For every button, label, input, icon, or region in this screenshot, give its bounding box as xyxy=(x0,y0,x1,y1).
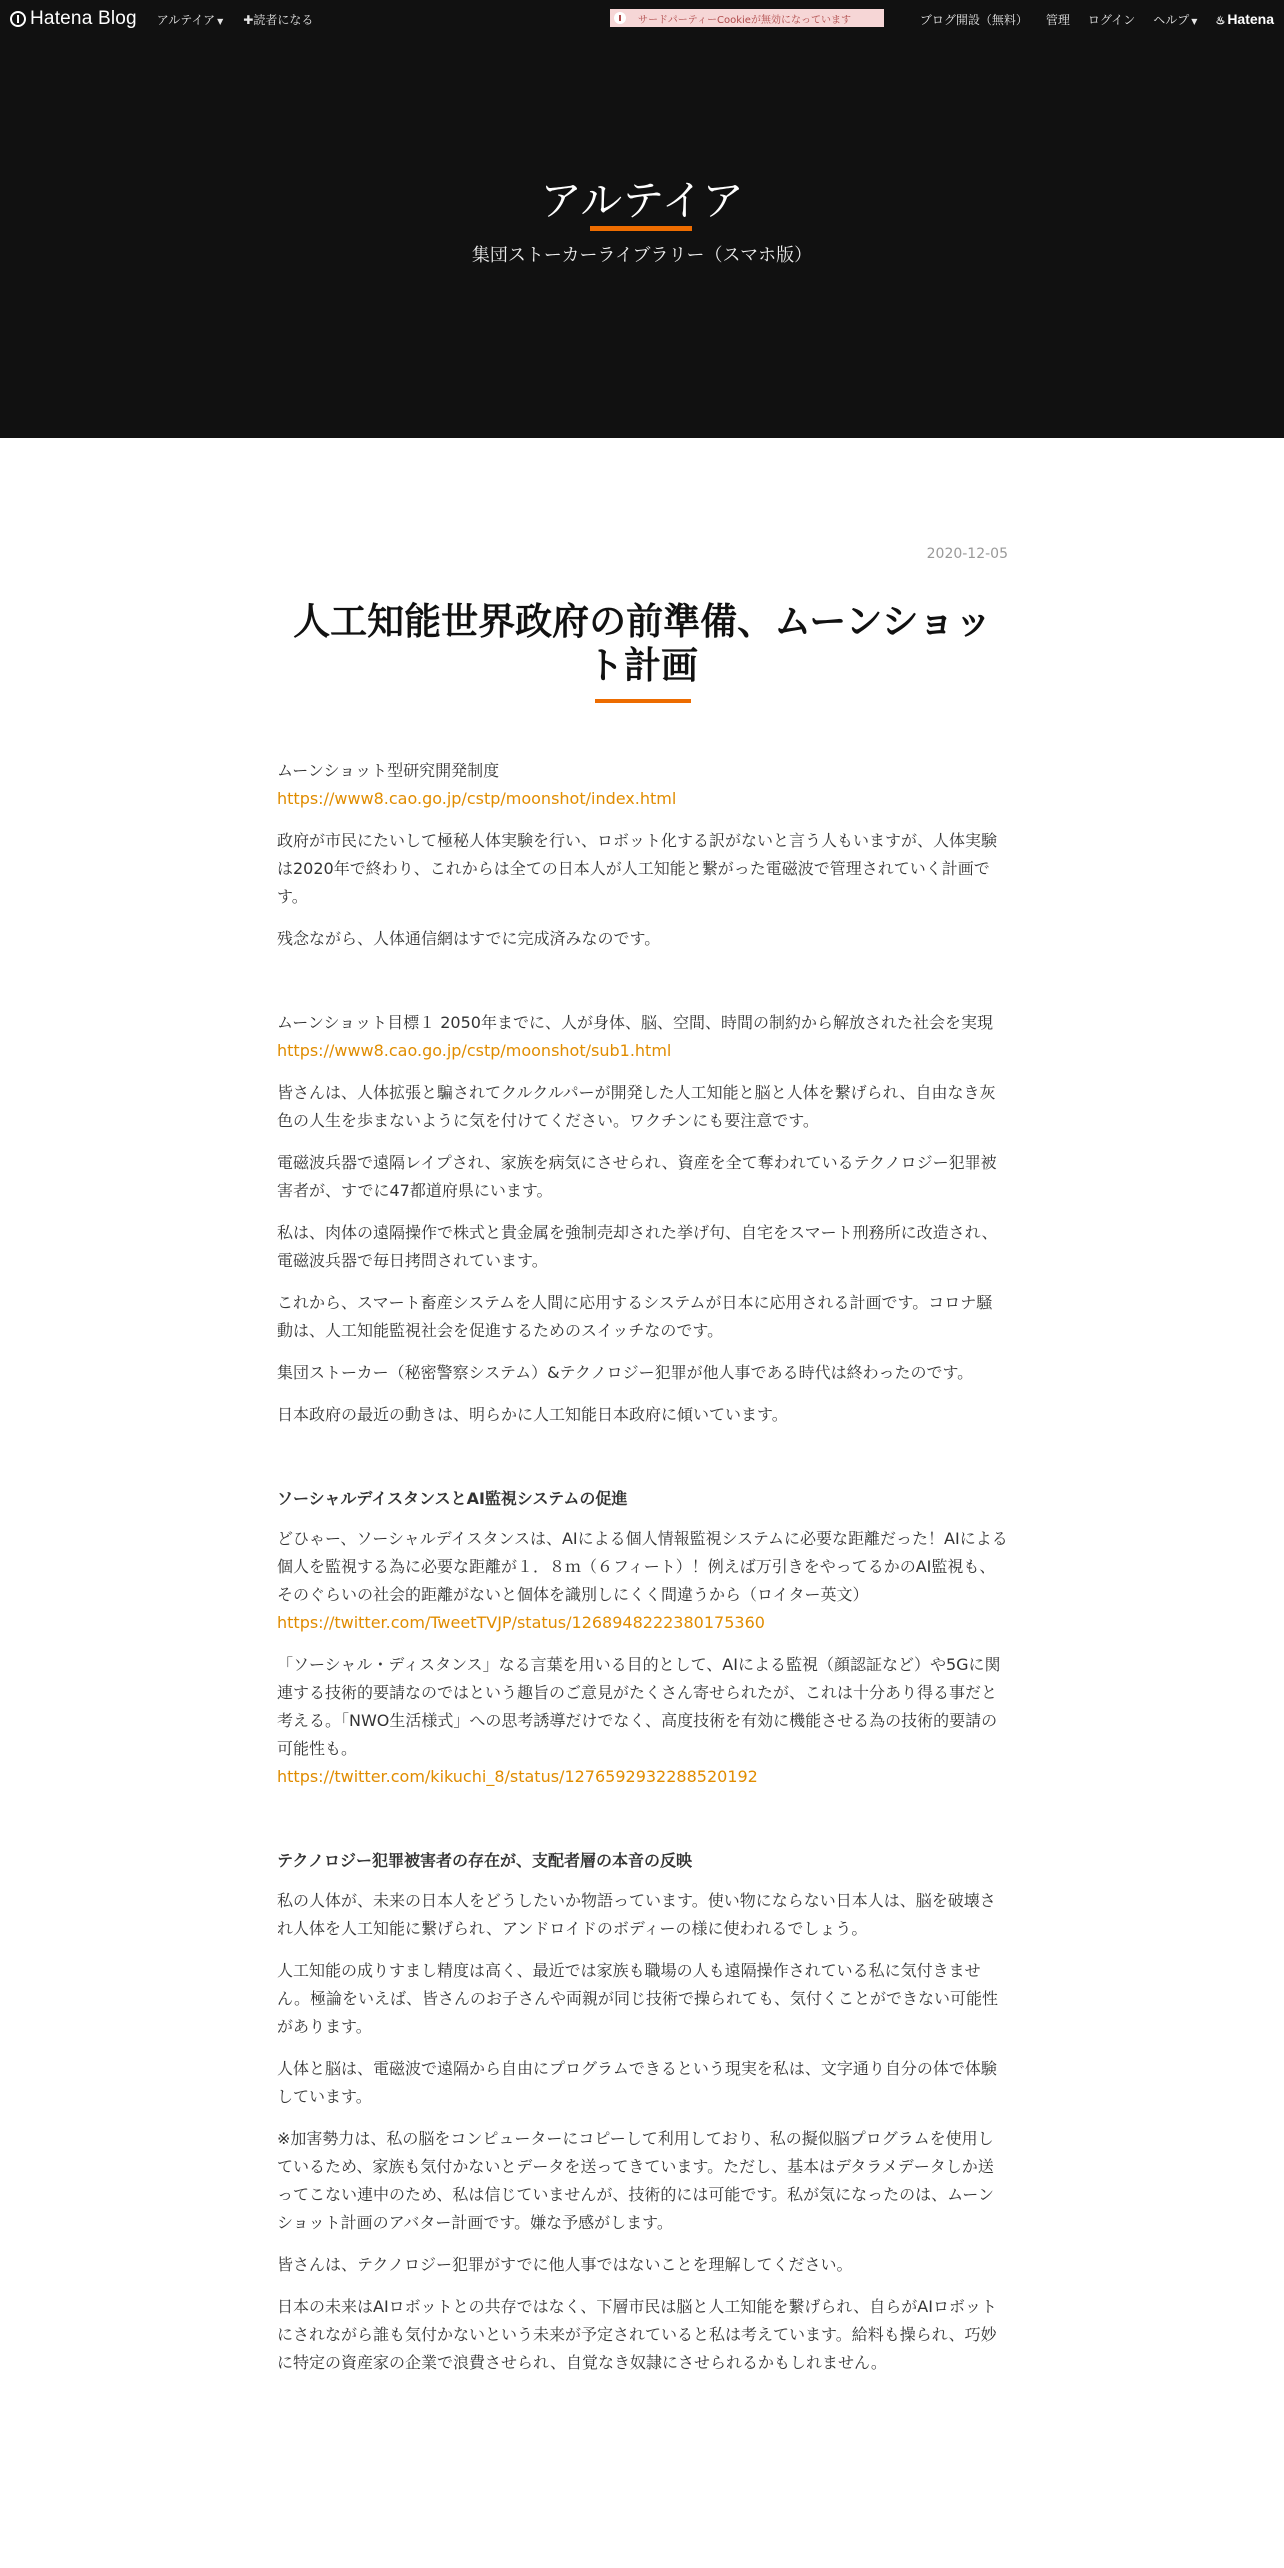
paragraph: 残念ながら、人体通信網はすでに完成済みなのです。 xyxy=(277,928,661,948)
help-menu[interactable] xyxy=(1153,11,1197,28)
twitter-link[interactable]: https://twitter.com/kikuchi_8/status/1276592932288520192 xyxy=(277,1766,758,1786)
blog-title[interactable]: アルテイア xyxy=(539,176,745,225)
caret-down-icon: ▼ xyxy=(1191,16,1198,26)
blog-menu[interactable] xyxy=(157,11,223,28)
hatena-logo-icon xyxy=(10,11,26,27)
help-label: ヘルプ xyxy=(1153,12,1190,27)
login-link[interactable]: ログイン xyxy=(1087,12,1136,27)
paragraph xyxy=(277,1651,1008,1791)
title-underline xyxy=(590,226,692,231)
paragraph: 日本の未来はAIロボットとの共存ではなく、下層市民は脳と人工知能を繋げられ、自らがAIロボットにされながら誰も気付かないという未来が予定されていると私は考えています。給料も操られ、巧妙に特定の資産家の企業で浪費させられ、自覚なき奴隷にさせられるかもしれません。 xyxy=(277,2296,997,2372)
paragraph: 私の人体が、未来の日本人をどうしたいか物語っています。使い物にならない日本人は、脳を破壊され人体を人工知能に繋げられ、アンドロイドのボディーの様に使われるでしょう。 xyxy=(277,1890,996,1938)
spacer xyxy=(277,1443,1008,1485)
plus-icon: ✚ xyxy=(243,12,254,27)
paragraph: 人工知能の成りすまし精度は高く、最近では家族も職場の人も遠隔操作されている私に気付きません。極論をいえば、皆さんのお子さんや両親が同じ技術で操られても、気付くことができない可能性があります。 xyxy=(277,1960,998,2036)
paragraph-text: ムーンショット目標１ 2050年までに、人が身体、脳、空間、時間の制約から解放された社会を実現 xyxy=(277,1012,993,1032)
paragraph xyxy=(277,757,1008,813)
info-icon xyxy=(614,12,626,24)
paragraph: 人体と脳は、電磁波で遠隔から自由にプログラムできるという現実を私は、文字通り自分の体で体験しています。 xyxy=(277,2058,997,2106)
section-heading: テクノロジー犯罪被害者の存在が、支配者層の本音の反映 xyxy=(277,1850,693,1870)
caret-down-icon: ▼ xyxy=(217,16,224,26)
logo-text: Hatena Blog xyxy=(30,8,137,29)
blog-menu-label: アルテイア xyxy=(156,12,216,27)
entry-date[interactable]: 2020-12-05 xyxy=(926,546,1008,562)
entry-content xyxy=(277,757,1008,2377)
right-nav xyxy=(902,0,1274,38)
entry xyxy=(277,546,1008,2391)
hatena-blog-logo[interactable] xyxy=(10,8,137,30)
moonshot-sub1-link[interactable]: https://www8.cao.go.jp/cstp/moonshot/sub1.html xyxy=(277,1040,672,1060)
paragraph xyxy=(277,1525,1008,1637)
admin-link[interactable]: 管理 xyxy=(1045,12,1070,27)
moonshot-index-link[interactable]: https://www8.cao.go.jp/cstp/moonshot/index.html xyxy=(277,788,677,808)
paragraph: 電磁波兵器で遠隔レイプされ、家族を病気にさせられ、資産を全て奪われているテクノロジー犯罪被害者が、すでに47都道府県にいます。 xyxy=(277,1152,997,1200)
subscribe-button[interactable] xyxy=(243,11,313,28)
entry-title[interactable]: 人工知能世界政府の前準備、ムーンショット計画 xyxy=(293,600,992,688)
paragraph: 皆さんは、人体拡張と騙されてクルクルパーが開発した人工知能と脳と人体を繋げられ、自由なき灰色の人生を歩まないように気を付けてください。ワクチンにも要注意です。 xyxy=(277,1082,996,1130)
section-heading: ソーシャルデイスタンスとAI監視システムの促進 xyxy=(277,1488,628,1508)
hatena-brand-link[interactable] xyxy=(1215,11,1274,27)
global-header xyxy=(0,0,1284,38)
create-blog-link[interactable]: ブログ開設（無料） xyxy=(919,12,1028,27)
cookie-notice[interactable] xyxy=(610,9,884,27)
paragraph: これから、スマート畜産システムを人間に応用するシステムが日本に応用される計画です。コロナ騒動は、人工知能監視社会を促進するためのスイッチなのです。 xyxy=(277,1292,993,1340)
hatena-bird-icon: ♨ xyxy=(1215,15,1226,27)
blog-subtitle: 集団ストーカーライブラリー（スマホ版） xyxy=(471,245,813,266)
paragraph xyxy=(277,1009,1008,1065)
twitter-link[interactable]: https://twitter.com/TweetTVJP/status/1268948222380175360 xyxy=(277,1612,765,1632)
paragraph: 皆さんは、テクノロジー犯罪がすでに他人事ではないことを理解してください。 xyxy=(277,2254,853,2274)
paragraph: 政府が市民にたいして極秘人体実験を行い、ロボット化する訳がないと言う人もいますが、人体実験は2020年で終わり、これからは全ての日本人が人工知能と繋がった電磁波で管理されていく計画です。 xyxy=(277,830,998,906)
paragraph-text: 「ソーシャル・ディスタンス」なる言葉を用いる目的として、AIによる監視（顔認証など）や5Gに関連する技術的要請なのではという趣旨のご意見がたくさん寄せられたが、これは十分あり得る事だと考える。「NWO生活様式」への思考誘導だけでなく、高度技術を有効に機能させる為の技術的要請の可能性も。 xyxy=(277,1654,1001,1758)
paragraph-text: ムーンショット型研究開発制度 xyxy=(277,760,500,780)
entry-title-underline xyxy=(595,699,691,703)
spacer xyxy=(277,1805,1008,1847)
subscribe-label: 読者になる xyxy=(253,12,314,27)
paragraph: 集団ストーカー（秘密警察システム）&テクノロジー犯罪が他人事である時代は終わったのです。 xyxy=(277,1362,974,1382)
brand-label: Hatena xyxy=(1227,11,1274,27)
blog-header xyxy=(0,38,1284,438)
paragraph: 日本政府の最近の動きは、明らかに人工知能日本政府に傾いています。 xyxy=(277,1404,788,1424)
paragraph: 私は、肉体の遠隔操作で株式と貴金属を強制売却された挙げ句、自宅をスマート刑務所に改造され、電磁波兵器で毎日拷問されています。 xyxy=(277,1222,998,1270)
paragraph: ※加害勢力は、私の脳をコンピューターにコピーして利用しており、私の擬似脳プログラムを使用しているため、家族も気付かないとデータを送ってきています。ただし、基本はデタラメデータしか送ってこない連中のため、私は信じていませんが、技術的には可能です。私が気になったのは、ムーンショット計画のアバター計画です。嫌な予感がします。 xyxy=(277,2128,994,2232)
cookie-notice-text: サードパーティーCookieが無効になっています xyxy=(638,14,851,26)
spacer xyxy=(277,967,1008,1009)
paragraph-text: どひゃー、ソーシャルデイスタンスは、AIによる個人情報監視システムに必要な距離だった！AIによる個人を監視する為に必要な距離が１．８ｍ（６フィート）！例えば万引きをやってるかのAI監視も、そのぐらいの社会的距離がないと個体を識別しにくく間違うから（ロイター英文） xyxy=(277,1528,1008,1604)
